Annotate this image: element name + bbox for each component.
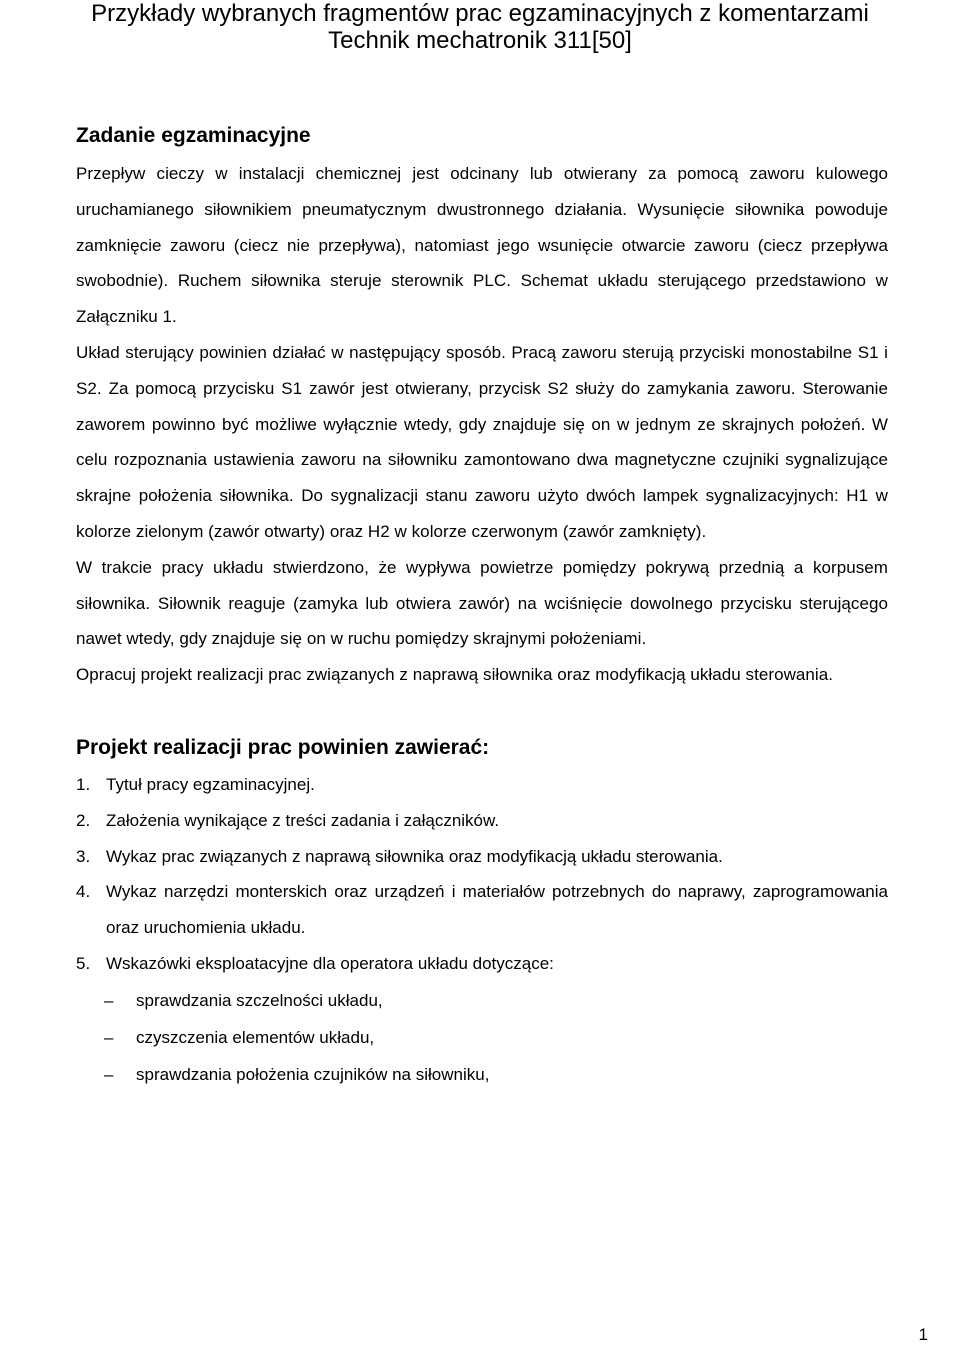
section-spacer [76, 693, 888, 729]
list-item [76, 946, 888, 982]
list-item-text: Założenia wynikające z treści zadania i załączników. [106, 810, 500, 830]
list-item [76, 874, 888, 946]
page-number: 1 [918, 1325, 928, 1344]
guidelines-sublist [76, 982, 888, 1093]
list-item-number: 1. [76, 774, 91, 794]
list-item-number: 3. [76, 846, 91, 866]
dash-bullet: – [104, 1064, 114, 1084]
list-item-text: Tytuł pracy egzaminacyjnej. [106, 774, 315, 794]
sublist-item [76, 982, 888, 1019]
list-item-text: Wykaz narzędzi monterskich oraz urządzeń i materiałów potrzebnych do naprawy, zaprogramowania oraz uruchomienia układu. [106, 882, 888, 938]
task-paragraph: Układ sterujący powinien działać w następujący sposób. Pracą zaworu sterują przyciski monostabilne S1 i S2. Za pomocą przycisku S1 zawór jest otwierany, przycisk S2 służy do zamykania zaworu. Sterowanie zaworem powinno być możliwe wyłącznie wtedy, gdy znajduje się on w jednym ze skrajnych położeń. W celu rozpoznania ustawienia zaworu na siłowniku zamontowano dwa magnetyczne czujniki sygnalizujące skrajne położenia siłownika. Do sygnalizacji stanu zaworu użyto dwóch lampek sygnalizacyjnych: H1 w kolorze zielonym (zawór otwarty) oraz H2 w kolorze czerwonym (zawór zamknięty). [76, 342, 888, 541]
task-heading: Zadanie egzaminacyjne [76, 124, 311, 147]
sublist-item-text: sprawdzania położenia czujników na siłowniku, [136, 1064, 490, 1084]
list-item-text: Wskazówki eksploatacyjne dla operatora układu dotyczące: [106, 953, 554, 973]
dash-bullet: – [104, 1027, 114, 1047]
project-heading: Projekt realizacji prac powinien zawierać: [76, 735, 490, 759]
sublist-item [76, 1019, 888, 1056]
dash-bullet: – [104, 990, 114, 1010]
list-item [76, 767, 888, 803]
main-content [76, 116, 888, 1093]
requirements-list [76, 767, 888, 982]
task-paragraph: Opracuj projekt realizacji prac związanych z naprawą siłownika oraz modyfikacją układu sterowania. [76, 665, 834, 685]
list-item [76, 803, 888, 839]
task-paragraph: Przepływ cieczy w instalacji chemicznej jest odcinany lub otwierany za pomocą zaworu kulowego uruchamianego siłownikiem pneumatycznym dwustronnego działania. Wysunięcie siłownika powoduje zamknięcie zaworu (ciecz nie przepływa), natomiast jego wsunięcie otwarcie zaworu (ciecz przepływa swobodnie). Ruchem siłownika steruje sterownik PLC. Schemat układu sterującego przedstawiono w Załączniku 1. [76, 164, 888, 327]
sublist-item [76, 1056, 888, 1093]
list-item-text: Wykaz prac związanych z naprawą siłownika oraz modyfikacją układu sterowania. [106, 846, 723, 866]
document-title: Przykłady wybranych fragmentów prac egzaminacyjnych z komentarzami [91, 0, 869, 27]
list-item-number: 5. [76, 953, 91, 973]
list-item-number: 2. [76, 810, 91, 830]
document-subtitle: Technik mechatronik 311[50] [328, 27, 632, 54]
list-item-number: 4. [76, 882, 91, 902]
sublist-item-text: czyszczenia elementów układu, [136, 1027, 375, 1047]
task-paragraph: W trakcie pracy układu stwierdzono, że wypływa powietrze pomiędzy pokrywą przednią a korpusem siłownika. Siłownik reaguje (zamyka lub otwiera zawór) na wciśnięcie dowolnego przycisku sterującego nawet wtedy, gdy znajduje się on w ruchu pomiędzy skrajnymi położeniami. [76, 557, 888, 649]
list-item [76, 839, 888, 875]
sublist-item-text: sprawdzania szczelności układu, [136, 990, 383, 1010]
page-header [0, 0, 960, 54]
